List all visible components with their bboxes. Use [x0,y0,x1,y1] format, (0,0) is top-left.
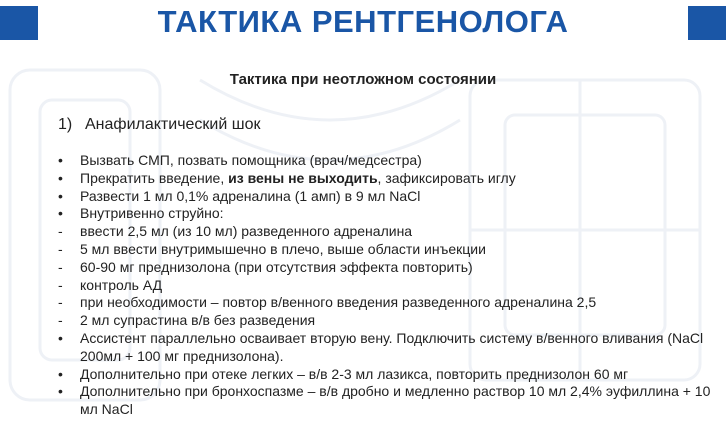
item-text: Развести 1 мл 0,1% адреналина (1 амп) в 9 мл NaCl [80,187,421,204]
item-text: контроль АД [80,276,163,293]
item-text: Вызвать СМП, позвать помощника (врач/медсестра) [80,152,422,168]
item-text: при необходимости – повтор в/венного введения разведенного адреналина 2,5 [80,294,597,311]
page-subtitle: Тактика при неотложном состоянии [229,71,497,88]
list-item [58,277,718,295]
item-text: Дополнительно при бронхоспазме – в/в дробно и медленно раствор 10 мл 2,4% эуфиллина + 10 мл NaCl [80,383,711,418]
list-marker: • [58,205,63,222]
list-marker: - [58,276,63,293]
list-item [58,170,718,188]
item-text: Ассистент параллельно осваивает вторую вену. Подключить систему в/венного вливания (NaCl 200мл + 100 мг преднизолона). [80,329,704,364]
instruction-list [58,152,718,419]
list-item [58,312,718,330]
list-marker: • [58,169,63,186]
item-text-start: Прекратить введение, [80,169,229,186]
item-text: Дополнительно при отеке легких – в/в 2-3 мл лазикса, повторить преднизолон 60 мг [80,365,629,382]
item-text: 2 мл супрастина в/в без разведения [80,312,316,329]
list-item [58,241,718,259]
list-item [58,152,718,170]
list-marker: • [58,187,63,204]
section-number: 1) [58,116,73,133]
list-marker: - [58,294,63,311]
list-marker: • [58,152,63,168]
list-item [58,223,718,241]
list-item [58,188,718,206]
list-item [58,383,718,419]
section-title: Анафилактический шок [85,116,261,133]
list-marker: - [58,240,63,257]
list-item [58,366,718,384]
item-text: Внутривенно струйно: [80,205,224,222]
list-marker: - [58,223,63,240]
item-text: 60-90 мг преднизолона (при отсутствия эффекта повторить) [80,258,473,275]
list-marker: - [58,258,63,275]
list-marker: • [58,365,63,382]
section-heading [58,116,260,134]
item-text: ввести 2,5 мл (из 10 мл) разведенного адреналина [80,223,413,240]
list-marker: • [58,383,63,400]
item-text: 5 мл ввести внутримышечно в плечо, выше области инъекции [80,240,486,257]
page-title: ТАКТИКА РЕНТГЕНОЛОГА [157,4,569,39]
list-item [58,330,718,366]
list-marker: • [58,329,63,346]
list-marker: - [58,312,63,329]
list-item [58,259,718,277]
list-item [58,205,718,223]
item-emphasis: из вены не выходить [228,169,378,186]
item-text-end: , зафиксировать иглу [377,169,516,186]
list-item [58,294,718,312]
